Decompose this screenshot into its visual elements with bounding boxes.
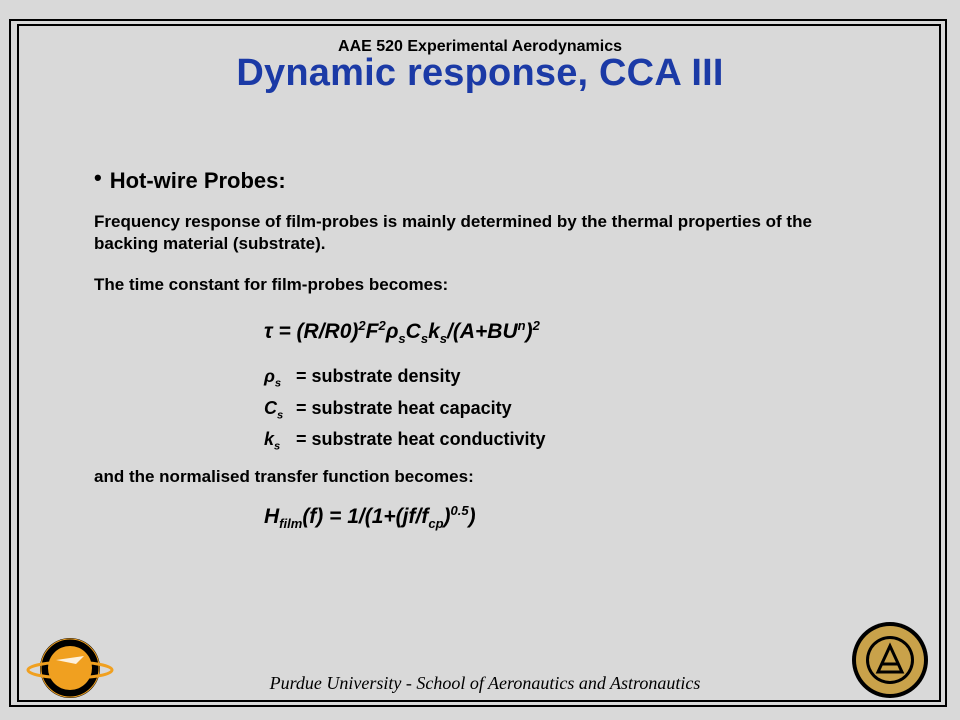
footer-text: Purdue University - School of Aeronautics and Astronautics xyxy=(269,673,701,693)
bullet-icon: • xyxy=(94,165,102,190)
definition-symbol xyxy=(264,396,296,428)
course-title: AAE 520 Experimental Aerodynamics xyxy=(338,38,622,55)
time-constant-equation xyxy=(264,318,540,346)
eq-sub: cp xyxy=(428,516,444,532)
eq-part: /(A+BU xyxy=(447,320,518,343)
eq-part: H xyxy=(264,505,280,528)
eq-part: ) xyxy=(525,320,533,343)
eq-part: = (R/R0) xyxy=(278,320,359,343)
rho-symbol: ρ xyxy=(385,320,399,343)
tau-symbol: τ xyxy=(264,320,273,343)
definition-row xyxy=(264,427,546,459)
symbol-char: C xyxy=(264,397,277,418)
eq-sup: 0.5 xyxy=(450,503,469,518)
eq-sup: 2 xyxy=(378,318,386,333)
slide-title: Dynamic response, CCA III xyxy=(236,52,724,94)
definitions-list xyxy=(264,364,546,459)
eq-sup: 2 xyxy=(358,318,366,333)
eq-part: F xyxy=(365,320,379,343)
eq-sup: n xyxy=(517,318,526,333)
eq-sub: s xyxy=(398,331,406,347)
eq-sub: s xyxy=(420,331,429,347)
eq-part: (f) = 1/(1+(jf/f xyxy=(302,505,429,528)
definition-text: = substrate density xyxy=(296,366,461,386)
definition-symbol xyxy=(264,364,296,396)
definition-row xyxy=(264,364,546,396)
eq-part: C xyxy=(405,320,421,343)
paragraph-transfer-function: and the normalised transfer function becomes: xyxy=(94,467,474,486)
eq-sup: 2 xyxy=(532,318,540,333)
eq-part: k xyxy=(428,320,440,343)
symbol-char: ρ xyxy=(264,366,275,386)
definition-text: = substrate heat conductivity xyxy=(296,429,546,450)
symbol-sub: s xyxy=(274,440,281,453)
definition-symbol xyxy=(264,427,296,459)
paragraph-time-constant: The time constant for film-probes becomes: xyxy=(94,275,449,294)
bullet-heading-text: Hot-wire Probes: xyxy=(109,168,286,193)
paragraph-frequency-response: Frequency response of film-probes is mainly determined by the thermal properties of the backing material (substrate). xyxy=(94,212,812,253)
slide-frame-inner xyxy=(17,24,941,702)
transfer-function-equation xyxy=(264,503,476,531)
symbol-sub: s xyxy=(274,377,282,390)
eq-part: ) xyxy=(443,505,451,528)
definition-row xyxy=(264,396,546,428)
eq-part: ) xyxy=(468,505,476,528)
symbol-char: k xyxy=(264,429,275,450)
eq-sub: film xyxy=(279,516,303,532)
definition-text: = substrate heat capacity xyxy=(296,397,512,418)
eq-sub: s xyxy=(439,331,448,347)
symbol-sub: s xyxy=(277,409,284,422)
bullet-heading xyxy=(94,165,286,194)
